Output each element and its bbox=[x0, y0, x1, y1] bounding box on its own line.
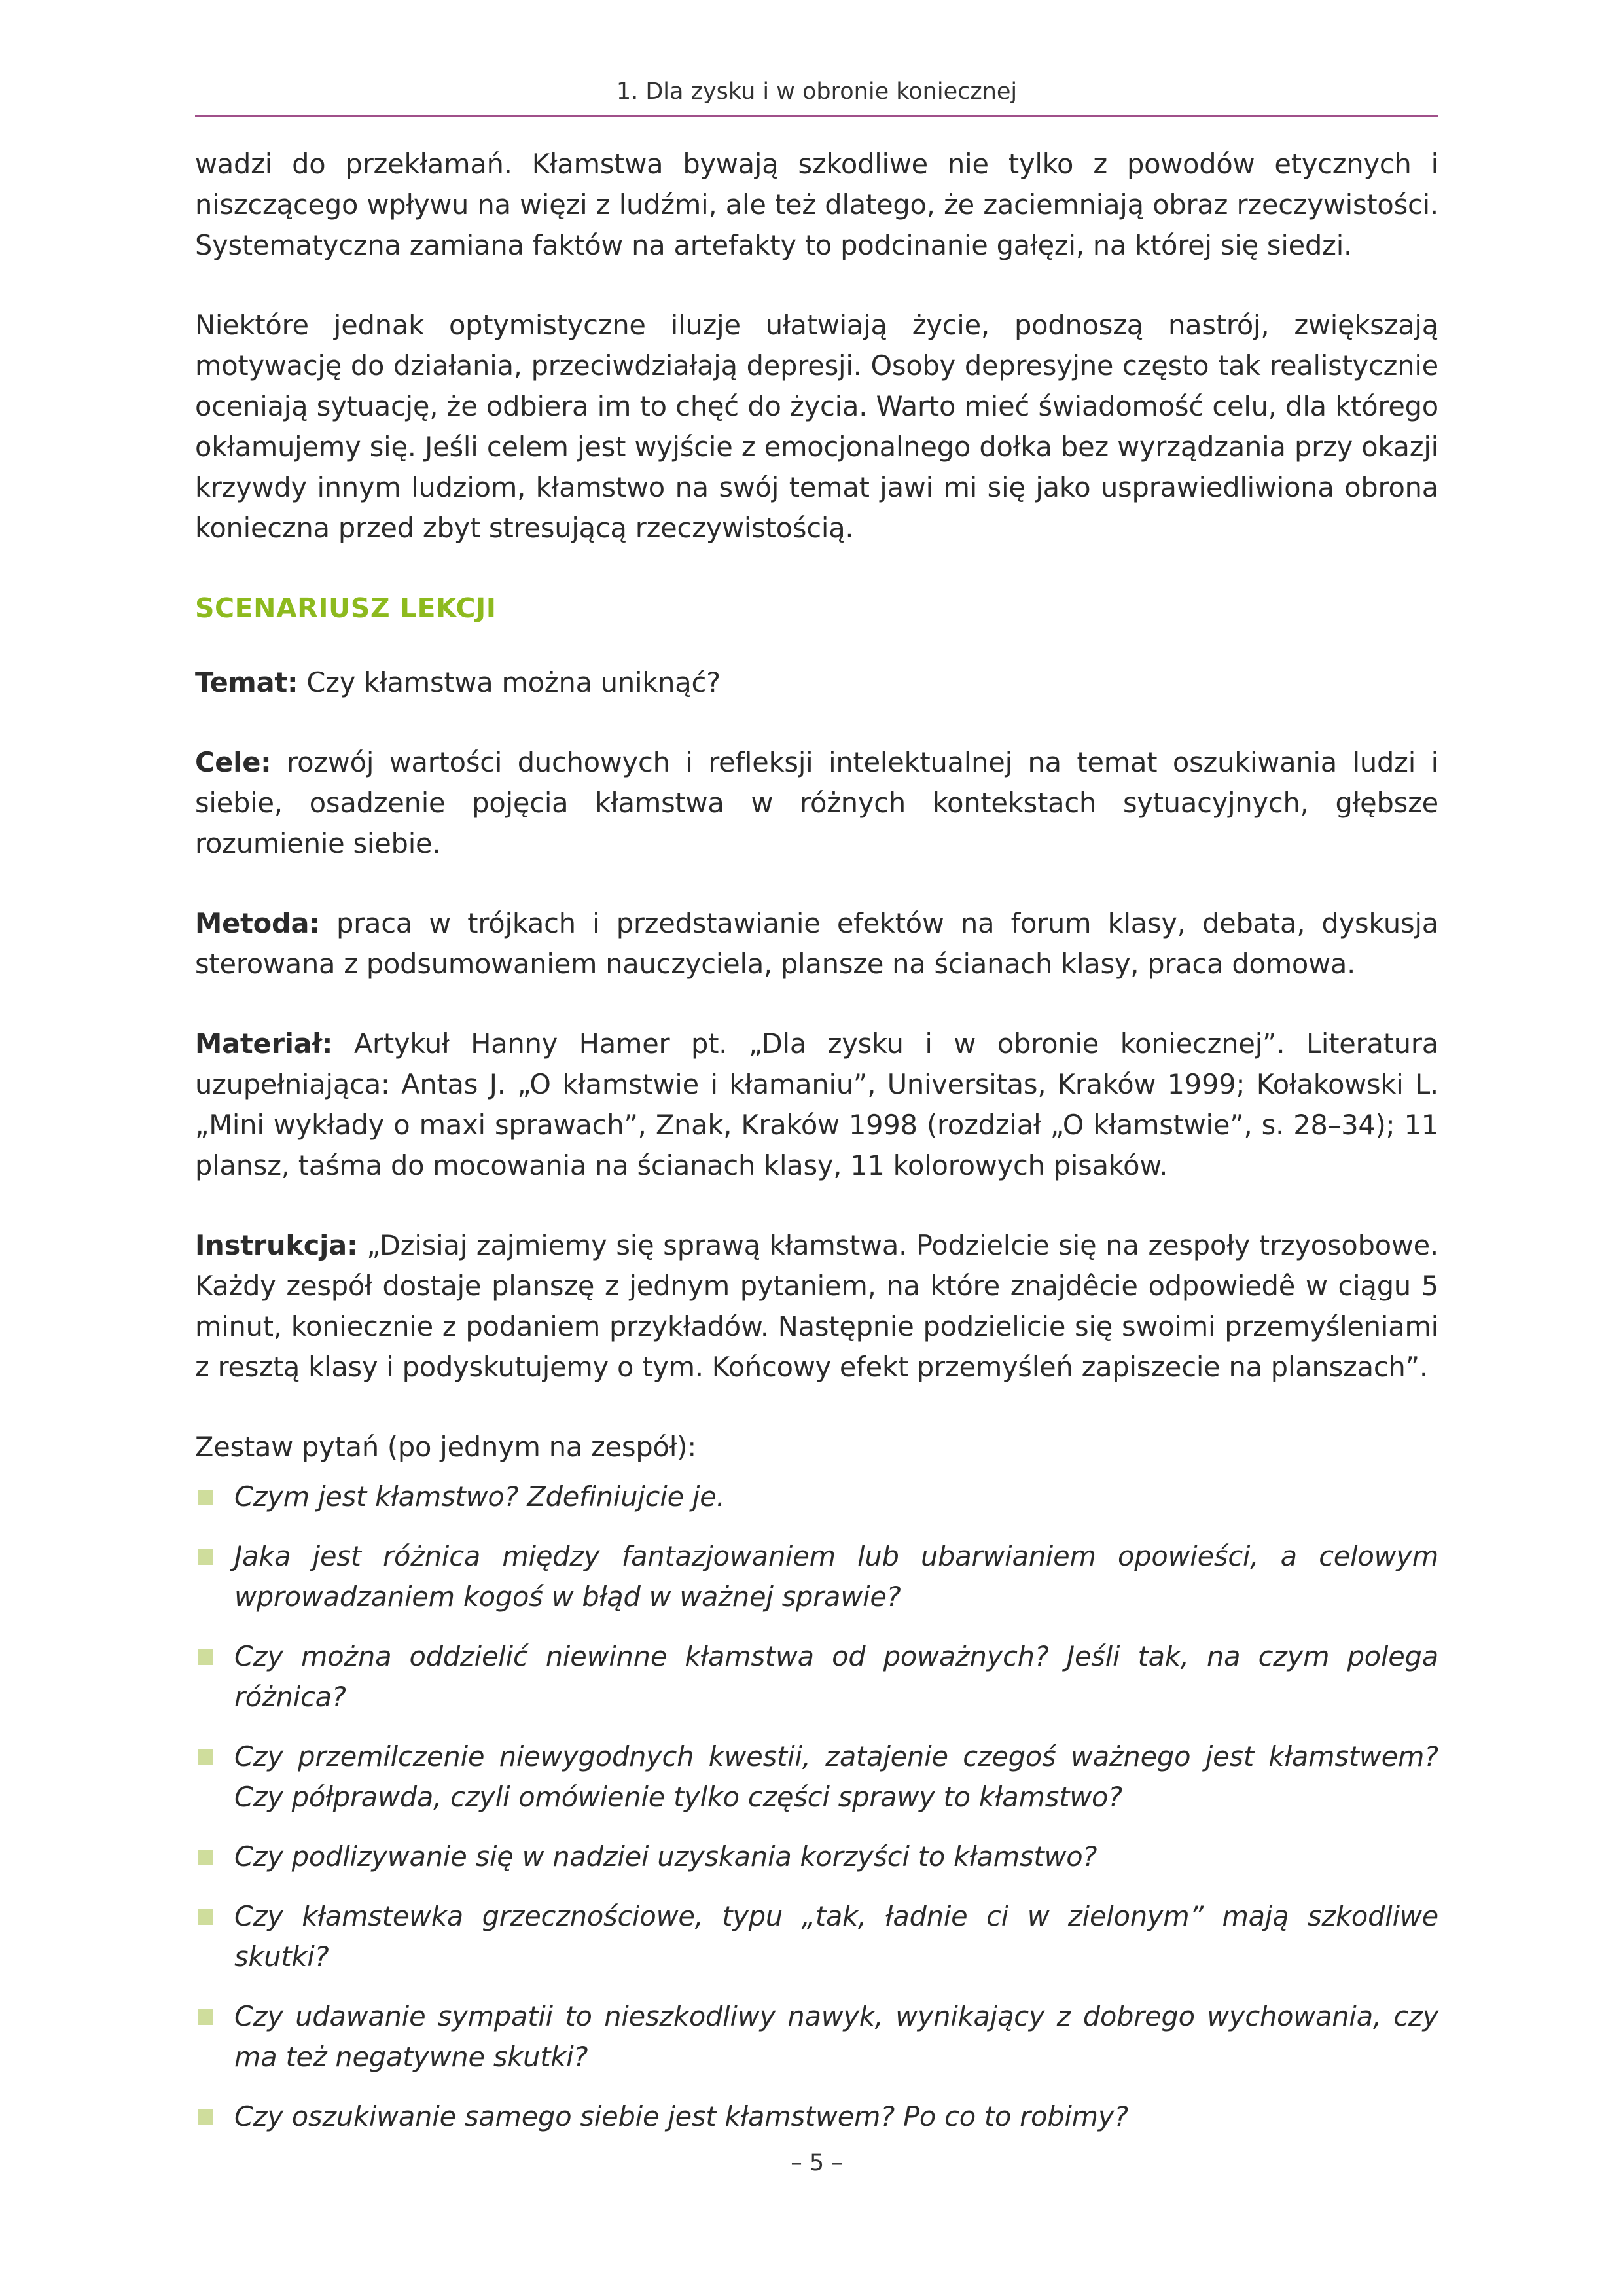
list-item bbox=[195, 1536, 1438, 1617]
list-item bbox=[195, 1837, 1438, 1877]
question-text: Czy udawanie sympatii to nieszkodliwy nawyk, wynikający z dobrego wychowania, czy ma też negatywne skutki? bbox=[234, 2000, 1438, 2073]
questions-intro: Zestaw pytań (po jednym na zespół): bbox=[195, 1431, 697, 1463]
question-text: Czy kłamstewka grzecznościowe, typu „tak, ładnie ci w zielonym” mają szkodliwe skutki? bbox=[234, 1900, 1438, 1973]
list-item bbox=[195, 1736, 1438, 1818]
question-text: Czy oszukiwanie samego siebie jest kłamstwem? Po co to robimy? bbox=[234, 2100, 1129, 2132]
method-label: Metoda: bbox=[195, 907, 320, 939]
instruction-paragraph bbox=[195, 1225, 1438, 1388]
question-text: Jaka jest różnica między fantazjowaniem lub ubarwianiem opowieści, a celowym wprowadzaniem kogoś w błąd w ważnej sprawie? bbox=[234, 1540, 1438, 1613]
topic-label: Temat: bbox=[195, 666, 298, 698]
square-bullet-icon bbox=[198, 2109, 213, 2125]
question-text: Czym jest kłamstwo? Zdefiniujcie je. bbox=[234, 1480, 725, 1513]
goals-text: rozwój wartości duchowych i refleksji intelektualnej na temat oszukiwania ludzi i siebie, osadzenie pojęcia kłamstwa w różnych kontekstach sytuacyjnych, głębsze rozumienie siebie. bbox=[195, 746, 1438, 859]
goals-label: Cele: bbox=[195, 746, 272, 778]
list-item bbox=[195, 1896, 1438, 1977]
body-paragraph-1: wadzi do przekłamań. Kłamstwa bywają szkodliwe nie tylko z powodów etycznych i niszczącego wpływu na więzi z ludźmi, ale też dlatego, że zaciemniają obraz rzeczywistości. Systematyczna zamiana faktów na artefakty to podcinanie gałęzi, na której się siedzi. bbox=[195, 148, 1438, 261]
page-content bbox=[195, 144, 1438, 2156]
instruction-label: Instrukcja: bbox=[195, 1229, 358, 1261]
square-bullet-icon bbox=[198, 1490, 213, 1505]
material-text: Artykuł Hanny Hamer pt. „Dla zysku i w obronie koniecznej”. Literatura uzupełniająca: Antas J. „O kłamstwie i kłamaniu”, Universitas, Kraków 1999; Kołakowski L. „Mini wykłady o maxi sprawach”, Znak, Kraków 1998 (rozdział „O kłamstwie”, s. 28–34); 11 plansz, taśma do mocowania na ścianach klasy, 11 kolorowych pisaków. bbox=[195, 1028, 1438, 1181]
square-bullet-icon bbox=[198, 1649, 213, 1665]
list-item bbox=[195, 1996, 1438, 2077]
square-bullet-icon bbox=[198, 1549, 213, 1565]
instruction-text: „Dzisiaj zajmiemy się sprawą kłamstwa. Podzielcie się na zespoły trzyosobowe. Każdy zespół dostaje planszę z jednym pytaniem, na które znajdêcie odpowiedê w ciągu 5 minut, koniecznie z podaniem przykładów. Następnie podzielicie się swoimi przemyśleniami z resztą klasy i podyskutujemy o tym. Końcowy efekt przemyśleń zapiszecie na planszach”. bbox=[195, 1229, 1438, 1383]
topic-paragraph bbox=[195, 662, 1438, 703]
list-item bbox=[195, 1477, 1438, 1517]
question-text: Czy przemilczenie niewygodnych kwestii, zatajenie czegoś ważnego jest kłamstwem? Czy półprawda, czyli omówienie tylko części sprawy to kłamstwo? bbox=[234, 1740, 1438, 1813]
question-text: Czy można oddzielić niewinne kłamstwa od poważnych? Jeśli tak, na czym polega różnica? bbox=[234, 1640, 1438, 1713]
list-item bbox=[195, 2096, 1438, 2137]
square-bullet-icon bbox=[198, 1850, 213, 1865]
material-label: Materiał: bbox=[195, 1028, 333, 1060]
page-number: – 5 – bbox=[791, 2150, 843, 2176]
square-bullet-icon bbox=[198, 1909, 213, 1925]
body-paragraph-2: Niektóre jednak optymistyczne iluzje ułatwiają życie, podnoszą nastrój, zwiększają motywację do działania, przeciwdziałają depresji. Osoby depresyjne często tak realistycznie oceniają sytuację, że odbiera im to chęć do życia. Warto mieć świadomość celu, dla którego okłamujemy się. Jeśli celem jest wyjście z emocjonalnego dołka bez wyrządzania przy okazji krzywdy innym ludziom, kłamstwo na swój temat jawi mi się jako usprawiedliwiona obrona konieczna przed zbyt stresującą rzeczywistością. bbox=[195, 309, 1438, 544]
question-text: Czy podlizywanie się w nadziei uzyskania korzyści to kłamstwo? bbox=[234, 1840, 1097, 1873]
method-paragraph bbox=[195, 903, 1438, 984]
running-header: 1. Dla zysku i w obronie koniecznej bbox=[616, 79, 1018, 105]
square-bullet-icon bbox=[198, 2009, 213, 2025]
square-bullet-icon bbox=[198, 1749, 213, 1765]
list-item bbox=[195, 1636, 1438, 1717]
questions-list bbox=[195, 1477, 1438, 2137]
material-paragraph bbox=[195, 1024, 1438, 1186]
section-heading: SCENARIUSZ LEKCJI bbox=[195, 592, 497, 624]
topic-text: Czy kłamstwa można uniknąć? bbox=[298, 666, 721, 698]
header-divider bbox=[195, 115, 1438, 117]
method-text: praca w trójkach i przedstawianie efektów na forum klasy, debata, dyskusja sterowana z podsumowaniem nauczyciela, plansze na ścianach klasy, praca domowa. bbox=[195, 907, 1438, 980]
goals-paragraph bbox=[195, 742, 1438, 864]
